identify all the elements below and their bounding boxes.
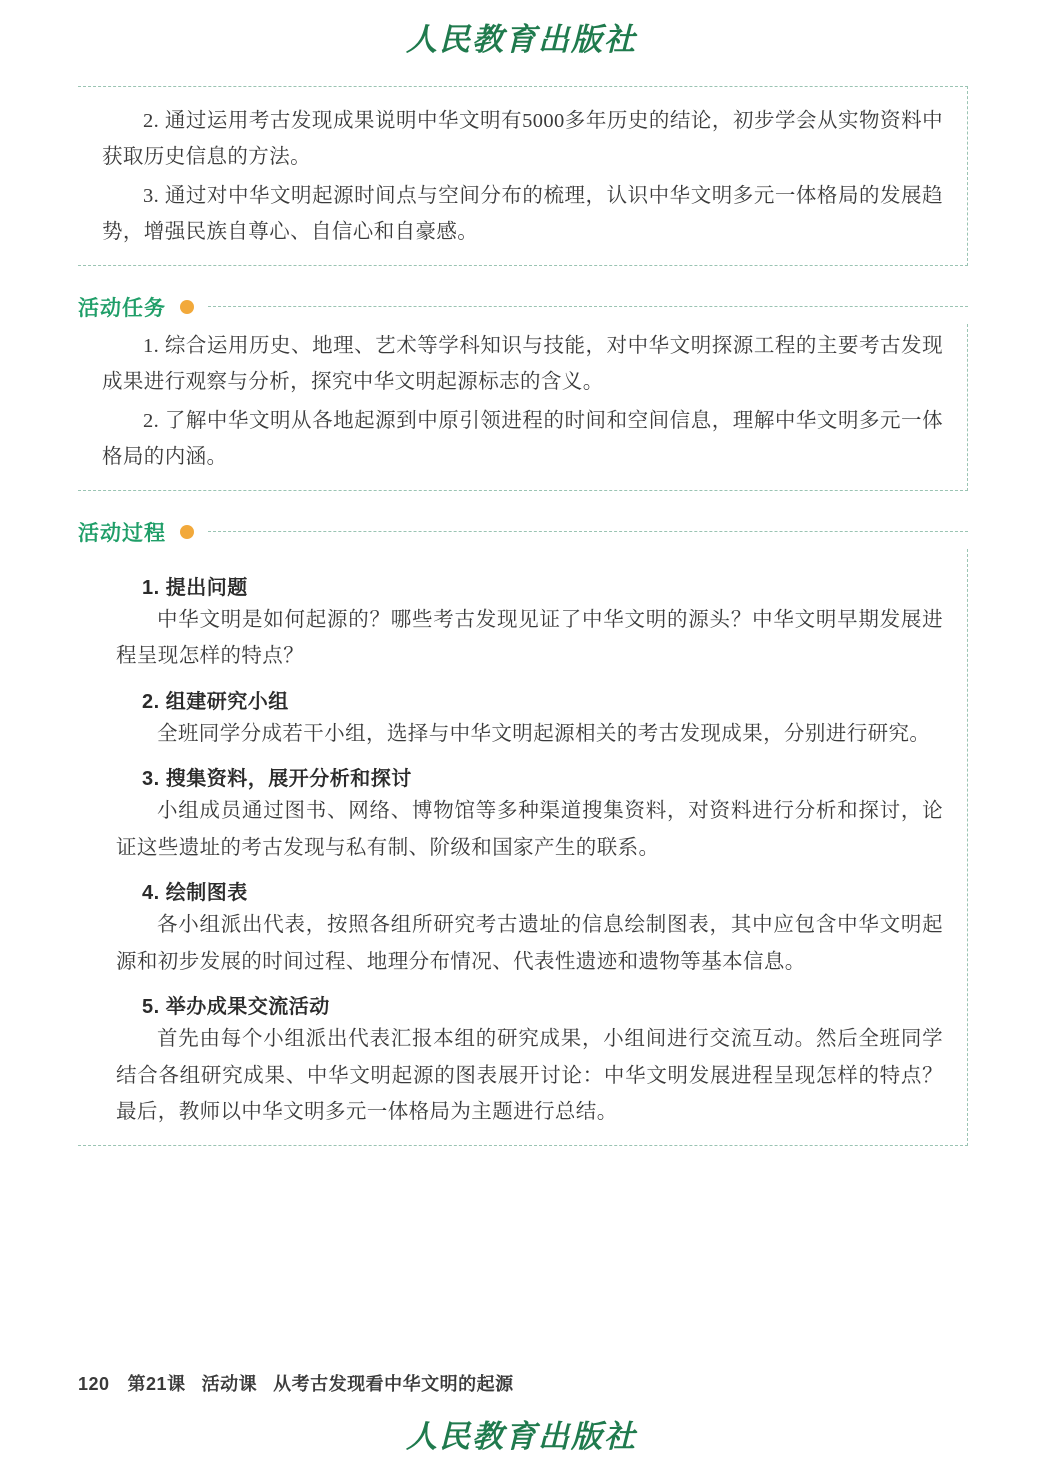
process-step-body: 全班同学分成若干小组，选择与中华文明起源相关的考古发现成果，分别进行研究。 [157, 722, 931, 745]
section-heading-process [78, 517, 968, 547]
process-step-body: 首先由每个小组派出代表汇报本组的研究成果，小组间进行交流互动。然后全班同学结合各组研究成果、中华文明起源的图表展开讨论：中华文明发展进程呈现怎样的特点？最后，教师以中华文明多元一体格局为主题进行总结。 [116, 1028, 943, 1124]
objective-item: 2. 通过运用考古发现成果说明中华文明有5000多年历史的结论，初步学会从实物资料中获取历史信息的方法。 [102, 110, 943, 169]
objective-item: 3. 通过对中华文明起源时间点与空间分布的梳理，认识中华文明多元一体格局的发展趋势，增强民族自尊心、自信心和自豪感。 [102, 184, 943, 244]
process-step-title: 2. 组建研究小组 [142, 690, 289, 713]
footer-lesson: 第21课 [127, 1374, 186, 1394]
process-step-body: 各小组派出代表，按照各组所研究考古遗址的信息绘制图表，其中应包含中华文明起源和初步发展的时间过程、地理分布情况、代表性遗迹和遗物等基本信息。 [116, 914, 943, 973]
bullet-dot-icon [180, 300, 194, 314]
process-step-title: 3. 搜集资料，展开分析和探讨 [142, 768, 412, 791]
section-title-process: 活动过程 [78, 521, 166, 545]
task-item: 1. 综合运用历史、地理、艺术等学科知识与技能，对中华文明探源工程的主要考古发现成果进行观察与分析，探究中华文明起源标志的含义。 [102, 334, 943, 394]
process-step-title: 1. 提出问题 [142, 576, 248, 599]
heading-rule [208, 306, 968, 308]
process-step-title: 5. 举办成果交流活动 [142, 996, 330, 1019]
heading-rule [208, 531, 968, 533]
process-block [78, 549, 968, 1146]
process-step-body: 小组成员通过图书、网络、博物馆等多种渠道搜集资料，对资料进行分析和探讨，论证这些遗址的考古发现与私有制、阶级和国家产生的联系。 [116, 800, 943, 859]
process-step-body: 中华文明是如何起源的？哪些考古发现见证了中华文明的源头？中华文明早期发展进程呈现怎样的特点？ [116, 608, 943, 668]
page-content [78, 86, 968, 1146]
section-title-tasks: 活动任务 [78, 296, 166, 320]
footer-title: 从考古发现看中华文明的起源 [273, 1374, 514, 1394]
page-footer [78, 1370, 514, 1396]
tasks-block [78, 324, 968, 491]
publisher-logo-bottom: 人民教育出版社 [406, 1419, 637, 1454]
process-step-title: 4. 绘制图表 [142, 882, 248, 905]
task-item: 2. 了解中华文明从各地起源到中原引领进程的时间和空间信息，理解中华文明多元一体格局的内涵。 [102, 409, 943, 469]
page-number: 120 [78, 1374, 110, 1394]
bullet-dot-icon [180, 525, 194, 539]
publisher-logo-top: 人民教育出版社 [406, 22, 637, 57]
section-heading-tasks [78, 292, 968, 322]
footer-kind: 活动课 [201, 1374, 258, 1394]
objectives-block [78, 86, 968, 266]
